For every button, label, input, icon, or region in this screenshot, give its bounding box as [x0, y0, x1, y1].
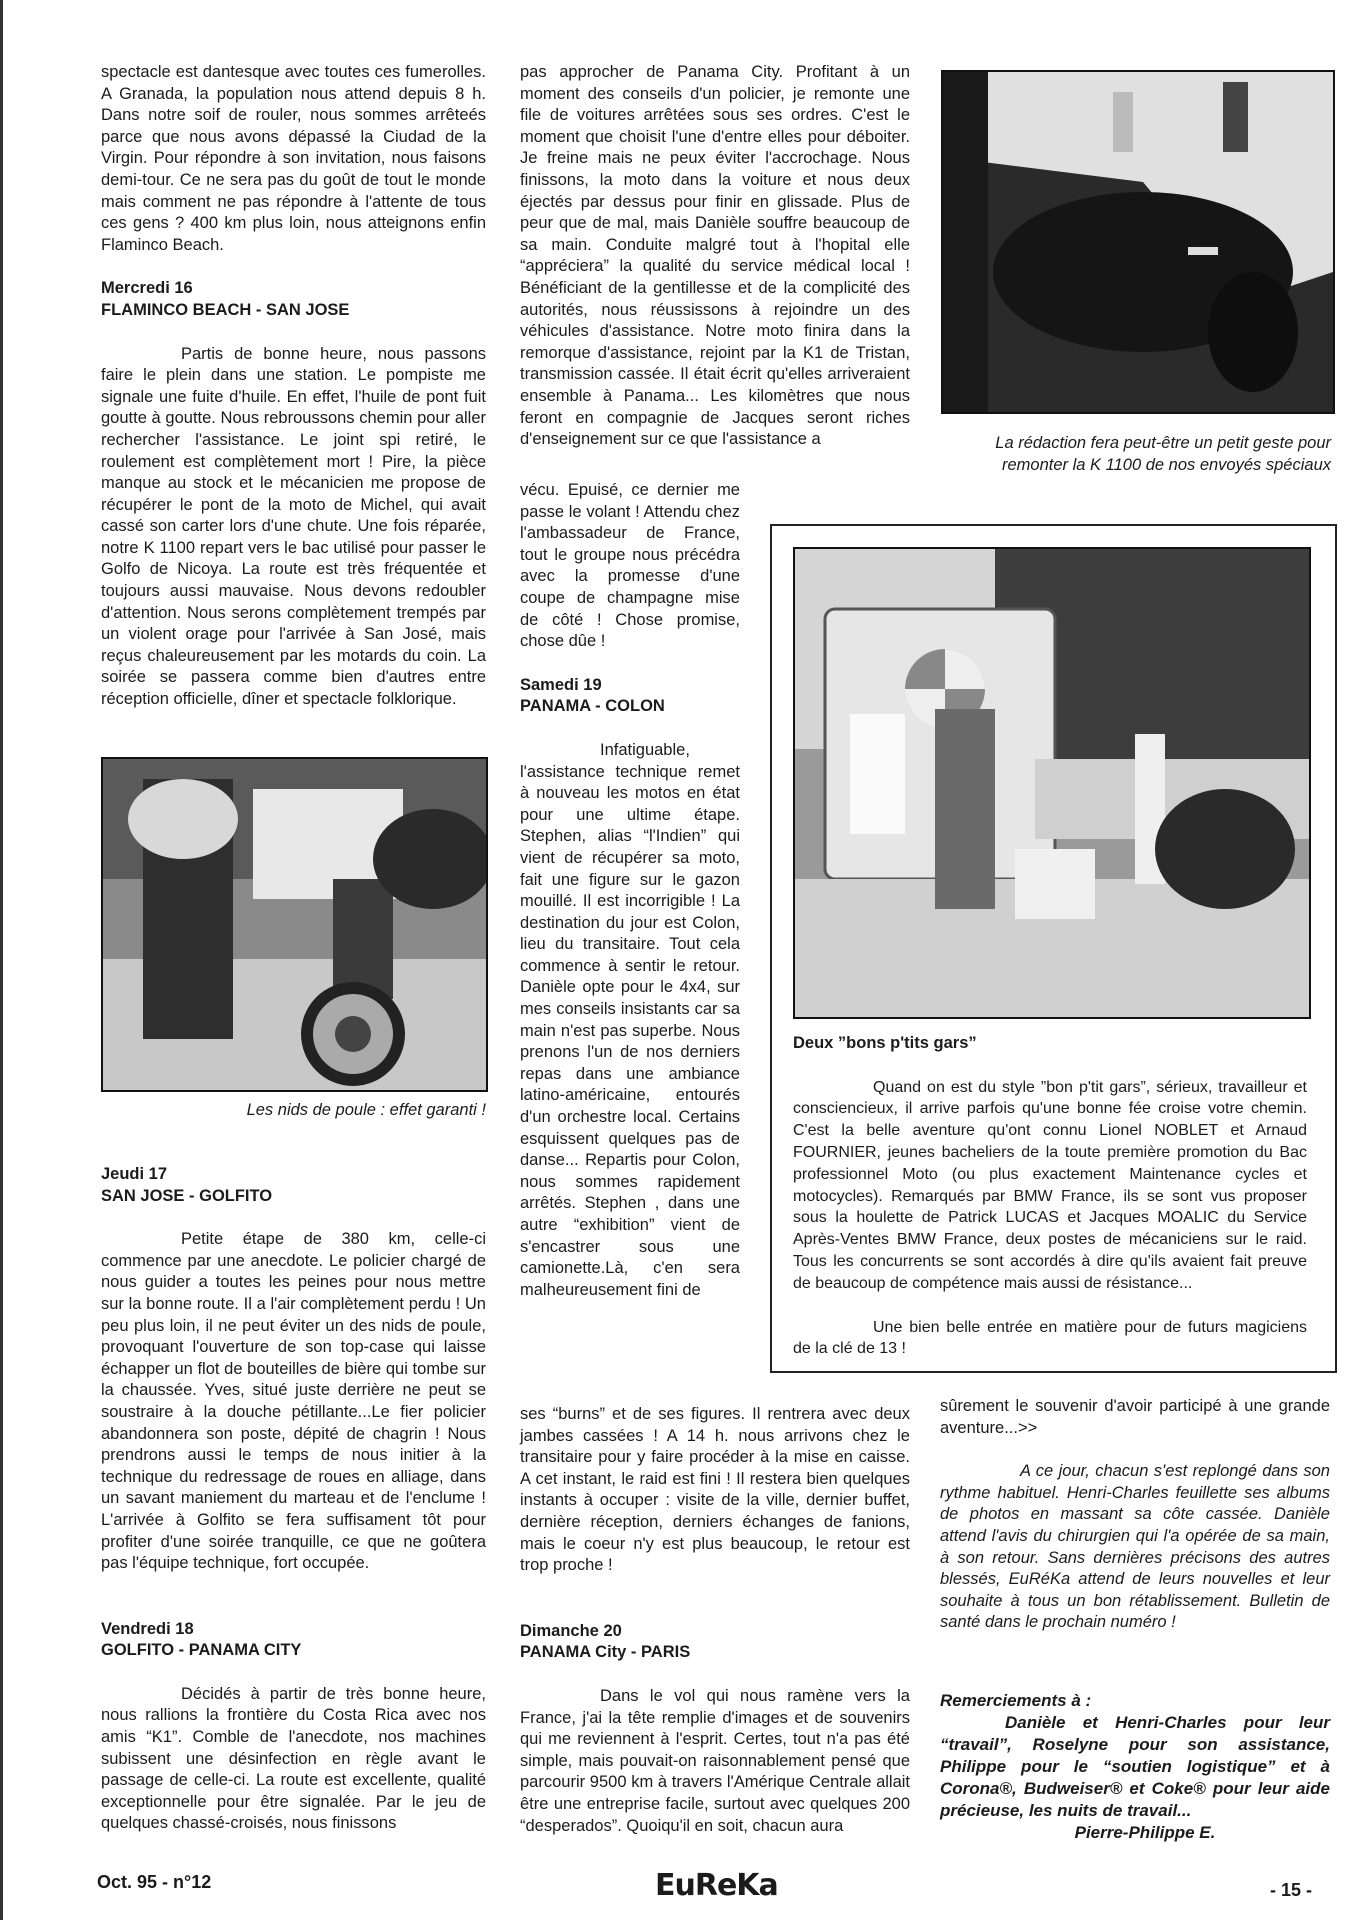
- continued-paragraph: pas approcher de Panama City. Profitant à un moment des conseils d'un policier, je remonte une file de voitures arrêtées sous ses ordres. C'est le moment que choisit l'une d'entre elles pour déboiter. Je freine mais ne peux éviter l'accrochage. Nous finissons, la moto dans la voiture et nous deux éjectés par dessus pour finir en glissade. Plus de peur que de mal, mais Danièle souffre beaucoup de sa main. Conduite malgré tout à l'hopital elle “appréciera” la qualité du service médical local ! Bénéficiant de la gentillesse et de la complicité des autorités, nous réussissons à rejoindre un des véhicules d'assistance. Notre moto finira dans la remorque d'assistance, rejoint par la K1 de Tristan, transmission cassée. Il était écrit qu'elles arriveraient ensemble à Panama... Les kilomètres que nous feront en compagnie de Jacques seront riches d'enseignement sur ce que l'assistance a: [520, 63, 910, 449]
- trailer-photo: [793, 547, 1311, 1019]
- sidebar-paragraph: Une bien belle entrée en matière pour de futurs magiciens de la clé de 13 !: [793, 1318, 1307, 1358]
- thanks-text: Danièle et Henri-Charles pour leur “travail”, Roselyne pour son assistance, Philippe pour le “soutien logistique” et à Corona®, Budweiser® et Coke® pour leur aide précieuse, les nuits de travail...: [940, 1713, 1330, 1820]
- section-day: Samedi 19: [520, 675, 602, 694]
- section-route: PANAMA - COLON: [520, 697, 665, 716]
- section-text-narrow: Infatiguable, l'assistance technique remet à nouveau les motos en état pour une ultime étape. Stephen, alias “l'Indien” qui vient de récupérer sa moto, fait une figure sur le gazon mouillé. Il est incorrigible ! La destination du jour est Colon, lieu du transitaire. Tout cela commence à sentir le retour. Danièle opte pour le 4x4, sur mes conseils insistants car sa main n'est pas superbe. Nous prenons l'un de nos derniers repas dans une ambiance latino-américaine, entourés d'un orchestre local. Certains esquissent quelques pas de danse... Repartis pour Colon, nous sommes rapidement arrêtés. Stephen , dans une autre “exhibition” vient de s'encastrer sous une camionette.Là, c'en sera malheureusement fini de: [520, 740, 740, 1299]
- logo-text: EuReKa: [655, 1868, 778, 1903]
- section-text: Petite étape de 380 km, celle-ci commence par une anecdote. Le policier chargé de nous guider a toutes les peines pour nous mettre sur la bonne route. Il a l'air complètement perdu ! Un peu plus loin, il ne peut éviter un des nids de poule, provoquant l'ouverture de son top-case qui laisse échapper un flot de bouteilles de bière qui tombe sur la chaussée. Yves, situé juste derrière ne peut se soustraire à la douche pétillante...Le fier policier abandonnera son poste, dépité de chagrin ! Nous prendrons aussi le temps de nous initier à la technique du redressage de roues en alliage, dans un savant maniement du marteau et de l'enclume ! L'arrivée à Golfito se fera suffisament tôt pour profiter d'une soirée tranquille, ce que ne goûtera pas l'équipe technique, fort occupée.: [101, 1230, 486, 1573]
- section-route: FLAMINCO BEACH - SAN JOSE: [101, 300, 350, 319]
- middle-column-narrow: [520, 480, 740, 1301]
- crash-photo-caption: La rédaction fera peut-être un petit geste pour remonter la K 1100 de nos envoyés spéciaux: [995, 434, 1331, 474]
- section-route: GOLFITO - PANAMA CITY: [101, 1641, 302, 1660]
- section-text: Dans le vol qui nous ramène vers la France, j'ai la tête remplie d'images et de souvenirs qui me reviennent à l'esprit. Certes, tout n'a pas été simple, mais pouvait-on raisonnablement pensé que parcourir 9500 km à travers l'Amérique Centrale allait être une entreprise facile, surtout avec quelques 200 “desperados”. Quoiqu'il en soit, chacun aura: [520, 1686, 910, 1835]
- sidebar-title: Deux ”bons p'tits gars”: [793, 1034, 977, 1052]
- section-day: Jeudi 17: [101, 1165, 168, 1183]
- section-text: Décidés à partir de très bonne heure, nous rallions la frontière du Costa Rica avec nos amis “K1”. Comble de l'anecdote, nos machines subissent une désinfection en règle avant le passage de celle-ci. La route est excellente, qualité exceptionnelle pour être signalée. Par le jeu de quelques chassé-croisés, nous finissons: [101, 1684, 486, 1833]
- wheel-photo: [101, 757, 488, 1092]
- right-column-lower: [940, 1396, 1330, 1656]
- left-column-lower: [101, 1164, 486, 1835]
- epilogue: A ce jour, chacun s'est replongé dans son rythme habituel. Henri-Charles feuillette ses albums de photos en massant sa côte cassée. Danièle attend l'avis du chirurgien qui l'a opérée de sa main, à son retour. Sans dernières précisons des autres blessés, EuRéKa attend de leurs nouvelles et leur souhaite à tous un bon rétablissement. Bulletin de santé dans le prochain numéro !: [940, 1462, 1330, 1632]
- sidebar-text: [793, 1033, 1307, 1360]
- thanks-block: [940, 1690, 1330, 1844]
- wheel-photo-caption: Les nids de poule : effet garanti !: [246, 1101, 486, 1119]
- middle-column: [520, 62, 910, 451]
- intro-paragraph: spectacle est dantesque avec toutes ces fumerolles. A Granada, la population nous attend depuis 8 h. Dans notre soif de rouler, nous sommes arrêteés parce que nous avons dépassé la Ciudad de la Virgin. Pour répondre à son invitation, nous faisons demi-tour. Ce ne sera pas du goût de tout le monde mais comment ne pas répondre à l'attente de tous ces gens ? 400 km plus loin, nous atteignons enfin Flaminco Beach.: [101, 63, 486, 254]
- eureka-logo: [655, 1868, 778, 1903]
- sidebar-paragraph: Quand on est du style ”bon p'tit gars”, sérieux, travailleur et consciencieux, il arrive parfois qu'une bonne fée croise votre chemin. C'est la belle aventure qu'ont connu Lionel NOBLET et Arnaud FOURNIER, jeunes bacheliers de la toute première promotion du Bac professionnel Moto (ou plus exactement Maintenance cycles et motocycles). Remarqués par BMW France, ils se sont vus proposer sous la houlette de Patrick LUCAS et Jacques MOALIC du Service Après-Ventes BMW France, deux postes de mécaniciens sur le raid. Tous les concurrents se sont accordés à dire qu'ils avaient fait preuve de beaucoup de compétence mais aussi de résistance...: [793, 1078, 1307, 1292]
- section-day: Vendredi 18: [101, 1619, 194, 1638]
- section-day: Dimanche 20: [520, 1621, 622, 1640]
- middle-column-lower: [520, 1404, 910, 1837]
- issue-label: Oct. 95 - n°12: [97, 1872, 212, 1892]
- conclusion: sûrement le souvenir d'avoir participé à une grande aventure...>>: [940, 1397, 1330, 1437]
- continued-narrow: vécu. Epuisé, ce dernier me passe le volant ! Attendu chez l'ambassadeur de France, tout le groupe nous précédra avec la promesse d'une coupe de champagne mise de côté ! Chose promise, chose dûe !: [520, 481, 740, 651]
- section-route: SAN JOSE - GOLFITO: [101, 1186, 273, 1205]
- crash-photo: [941, 70, 1335, 414]
- page-edge: [0, 0, 3, 1920]
- section-day: Mercredi 16: [101, 279, 193, 298]
- sidebar-box: [770, 524, 1337, 1373]
- section-route: PANAMA City - PARIS: [520, 1643, 691, 1662]
- section-text: Partis de bonne heure, nous passons faire le plein dans une station. Le pompiste me signale une fuite d'huile. En effet, l'huile de pont fuit goutte à goutte. Nous rebroussons chemin pour aller rechercher l'assistance. Le joint spi retiré, le roulement est complètement mort ! Pire, la pièce manque au stock et le mécanicien me propose de récupérer le pont de la moto de Michel, qui avait cassé son carter lors d'une chute. Une fois réparée, notre K 1100 repart vers le bac utilisé pour passer le Golfo de Nicoya. La route est très fréquentée et toujours aussi mauvaise. Nous devons redoubler d'attention. Nous serons complètement trempés par un violent orage pour l'arrivée à San José, mais reçus chaleureusement par les motards du coin. La soirée se passera comme bien d'autres entre réception officielle, dîner et spectacle folklorique.: [101, 344, 486, 709]
- page-number: - 15 -: [1270, 1880, 1313, 1900]
- signature: Pierre-Philippe E.: [1074, 1823, 1216, 1842]
- section-text-wide: ses “burns” et de ses figures. Il rentrera avec deux jambes cassées ! A 14 h. nous arrivons chez le transitaire pour y faire procéder à la mise en caisse. A cet instant, le raid est fini ! Il restera bien quelques instants à occuper : visite de la ville, dernier buffet, dernière réception, derniers échanges de fanions, mais le coeur n'y est plus beaucoup, le retour est trop proche !: [520, 1405, 910, 1575]
- left-column: [101, 62, 486, 711]
- thanks-title: Remerciements à :: [940, 1691, 1092, 1710]
